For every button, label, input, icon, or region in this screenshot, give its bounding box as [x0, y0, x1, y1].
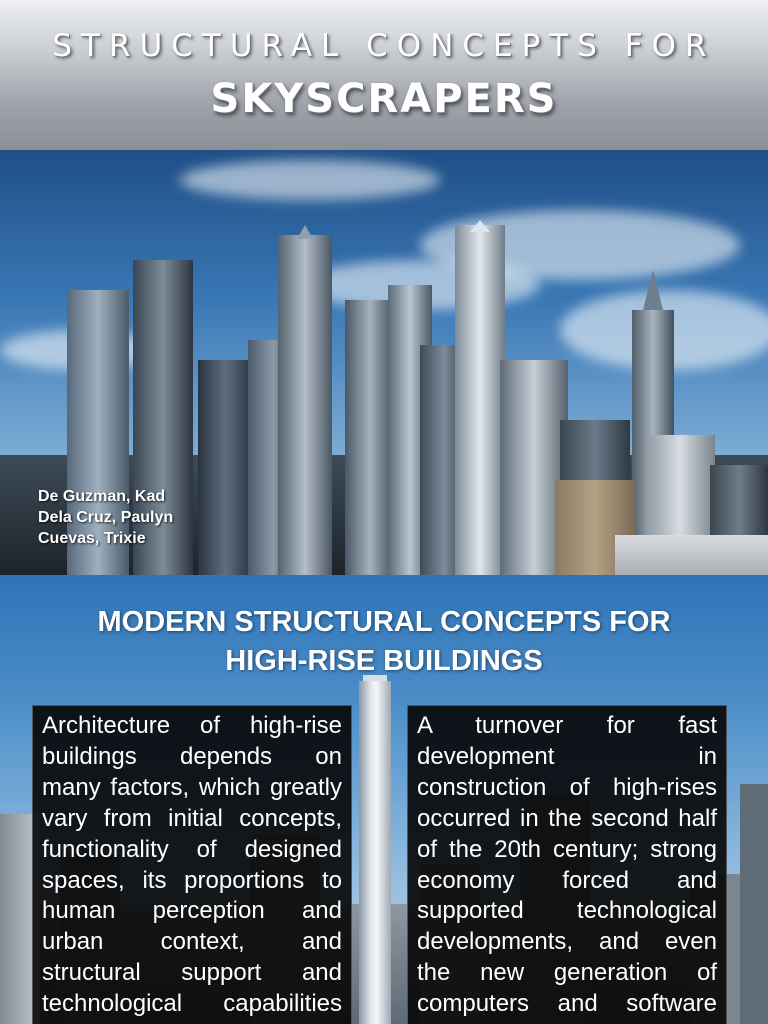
text-line: functionality of designed — [42, 835, 342, 863]
title-line-2: SKYSCRAPERS — [210, 76, 558, 122]
authors-list — [38, 486, 173, 549]
skyline-photo — [0, 150, 768, 575]
text-line: many factors, which greatly — [42, 773, 342, 801]
text-line: computers and software — [417, 990, 717, 1018]
slide-heading — [0, 603, 768, 681]
text-line: of the 20th century; strong — [417, 835, 717, 863]
content-slide — [0, 575, 768, 1024]
text-line: A turnover for fast — [417, 712, 717, 739]
text-line: structural support and — [42, 959, 342, 987]
text-line: buildings depends on — [42, 742, 342, 770]
title-band — [0, 0, 768, 150]
text-line: technological capabilities — [42, 990, 342, 1018]
central-tower — [359, 681, 391, 1024]
text-line: human perception and — [42, 897, 342, 925]
text-line: spaces, its proportions to — [42, 866, 342, 894]
text-line: supported technological — [417, 897, 717, 925]
text-line: occurred in the second half — [417, 804, 717, 832]
text-line: economy forced and — [417, 866, 717, 894]
author-name: Dela Cruz, Paulyn — [38, 509, 174, 526]
right-text-box — [407, 705, 727, 1024]
text-line: vary from initial concepts, — [42, 804, 342, 832]
text-line: construction of high-rises — [417, 773, 717, 801]
title-line-1: STRUCTURAL CONCEPTS FOR — [52, 28, 716, 64]
author-name: Cuevas, Trixie — [38, 530, 146, 547]
left-text-box — [32, 705, 352, 1024]
heading-line-1: MODERN STRUCTURAL CONCEPTS FOR — [97, 606, 671, 638]
author-name: De Guzman, Kad — [38, 488, 166, 505]
text-line: developments, and even — [417, 928, 717, 956]
text-line: the new generation of — [417, 959, 717, 987]
text-line: urban context, and — [42, 928, 342, 956]
text-line: Architecture of high-rise — [42, 712, 342, 739]
heading-line-2: HIGH-RISE BUILDINGS — [225, 645, 543, 677]
text-line: development in — [417, 742, 717, 770]
